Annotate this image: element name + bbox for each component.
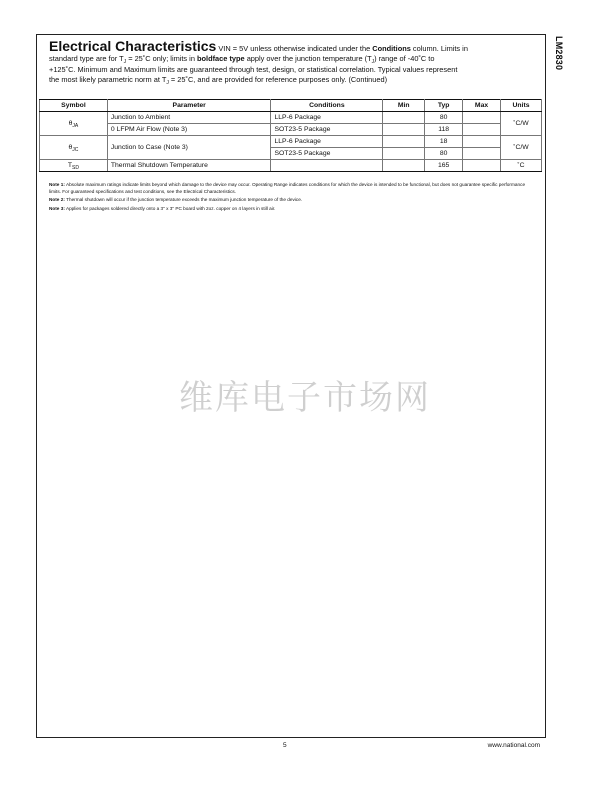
min-cell: [383, 136, 425, 148]
max-cell: [463, 136, 501, 148]
page-number: 5: [283, 742, 287, 749]
col-header-symbol: Symbol: [40, 100, 108, 112]
typ-cell: 165: [425, 160, 463, 172]
max-cell: [463, 124, 501, 136]
header-text: ) range of -40˚C to: [374, 54, 435, 63]
min-cell: [383, 148, 425, 160]
table-row: [40, 160, 542, 172]
symbol: θ: [68, 144, 73, 151]
col-header-min: Min: [383, 100, 425, 112]
table-row: [40, 124, 542, 136]
units-cell: ˚C: [501, 160, 542, 172]
header-text: VIN = 5V unless otherwise indicated under the: [216, 44, 373, 53]
min-cell: [383, 112, 425, 124]
col-header-typ: Typ: [425, 100, 463, 112]
header-text: = 25˚C, and are provided for reference purposes only. (Continued): [168, 75, 388, 84]
note-item: [49, 197, 535, 204]
header-text: column. Limits in: [410, 44, 468, 53]
table-header-row: [40, 100, 542, 112]
parameter-cell: 0 LFPM Air Flow (Note 3): [107, 124, 271, 136]
symbol-subscript: JA: [72, 123, 79, 129]
symbol-subscript: SD: [72, 165, 79, 171]
part-number-tab: [552, 32, 566, 112]
section-title: Electrical Characteristics: [49, 38, 217, 54]
units-cell: ˚C/W: [501, 136, 542, 160]
col-header-parameter: Parameter: [107, 100, 271, 112]
header-text: = 25˚C only; limits in: [126, 54, 197, 63]
header-bold-boldface: boldface type: [197, 54, 245, 63]
typ-cell: 118: [425, 124, 463, 136]
symbol: T: [67, 162, 73, 169]
note-item: [49, 206, 535, 213]
header-bold-conditions: Conditions: [372, 44, 411, 53]
max-cell: [463, 160, 501, 172]
note-text: Absolute maximum ratings indicate limits beyond which damage to the device may occur. Operating Range indicates conditions for which the device is intended to be functional, but does not guarantee specific performance limits. For guaranteed specifications and test conditions, see the Electrical Characteristics.: [49, 182, 526, 194]
table-row: [40, 136, 542, 148]
col-header-conditions: Conditions: [271, 100, 383, 112]
typ-cell: 80: [425, 112, 463, 124]
max-cell: [463, 112, 501, 124]
note-item: [49, 182, 535, 195]
typ-cell: 80: [425, 148, 463, 160]
note-label: Note 3:: [49, 205, 65, 211]
symbol-subscript: JC: [72, 147, 79, 153]
symbol: θ: [68, 120, 73, 127]
header-text: apply over the junction temperature (T: [244, 54, 372, 63]
parameter-cell: Thermal Shutdown Temperature: [107, 160, 271, 172]
section-header: [49, 38, 535, 86]
col-header-units: Units: [501, 100, 542, 112]
header-text: standard type are for T: [49, 54, 124, 63]
max-cell: [463, 148, 501, 160]
subscript: J: [123, 59, 127, 65]
note-label: Note 2:: [49, 197, 65, 203]
conditions-cell: LLP-6 Package: [271, 112, 383, 124]
conditions-cell: [271, 160, 383, 172]
electrical-characteristics-table: [39, 99, 542, 172]
header-text: +125˚C. Minimum and Maximum limits are guaranteed through test, design, or statistical correlation. Typical values represent: [49, 65, 458, 74]
table-row: [40, 112, 542, 124]
note-text: Thermal shutdown will occur if the junction temperature exceeds the maximum junction temperature of the device.: [66, 197, 303, 203]
notes-section: [49, 182, 535, 214]
typ-cell: 18: [425, 136, 463, 148]
parameter-cell: Junction to Case (Note 3): [107, 136, 271, 160]
col-header-max: Max: [463, 100, 501, 112]
conditions-cell: LLP-6 Package: [271, 136, 383, 148]
min-cell: [383, 160, 425, 172]
parameter-cell: Junction to Ambient: [107, 112, 271, 124]
subscript: J: [166, 80, 169, 86]
subscript: J: [371, 59, 375, 65]
symbol-cell: [40, 160, 108, 172]
part-number: LM2830: [554, 36, 564, 71]
symbol-cell: [40, 112, 108, 136]
min-cell: [383, 124, 425, 136]
conditions-cell: SOT23-5 Package: [271, 148, 383, 160]
units-cell: ˚C/W: [501, 112, 542, 136]
watermark: 维库电子市场网: [179, 378, 431, 418]
header-text: the most likely parametric norm at T: [49, 75, 167, 84]
symbol-cell: [40, 136, 108, 160]
note-label: Note 1:: [49, 182, 65, 187]
website-link[interactable]: www.national.com: [487, 742, 540, 749]
note-text: Applies for packages soldered directly onto a 3" x 3" PC board with 2oz. copper on 4 layers in still air.: [65, 205, 276, 211]
conditions-cell: SOT23-5 Package: [271, 124, 383, 136]
